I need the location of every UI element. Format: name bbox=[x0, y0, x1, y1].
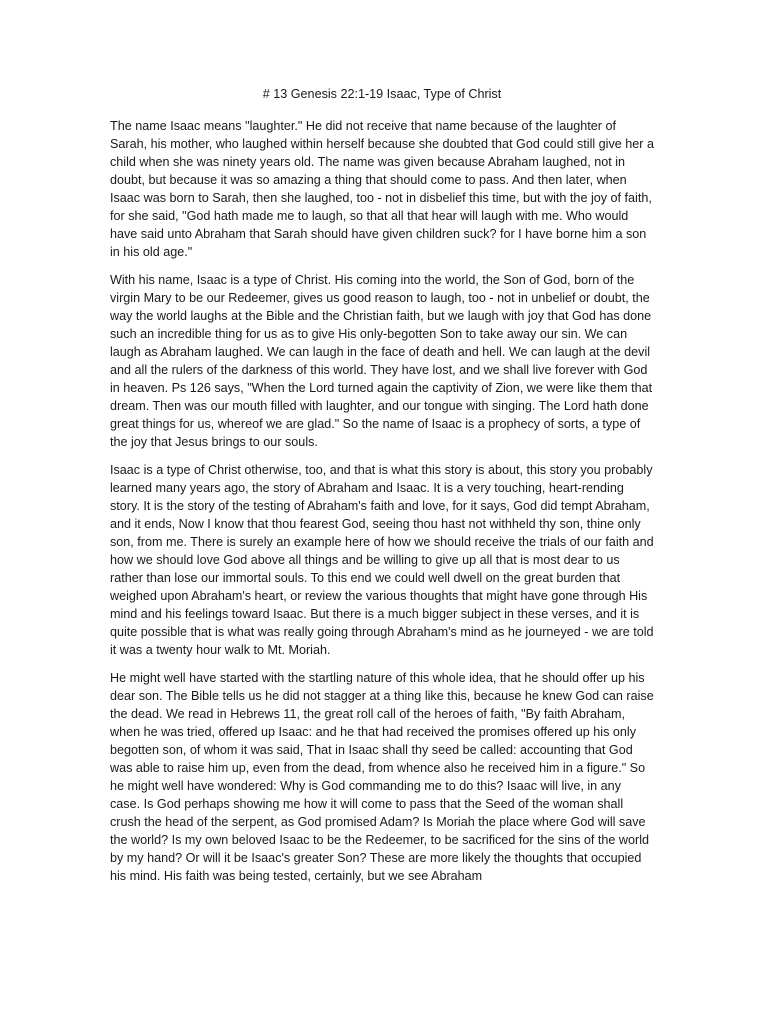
paragraph-4: He might well have started with the startling nature of this whole idea, that he should offer up his dear son. The Bible tells us he did not stagger at a thing like this, because he knew God can raise the dead. We read in Hebrews 11, the great roll call of the heroes of faith, "By faith Abraham, when he was tried, offered up Isaac: and he that had received the promises offered up his only begotten son, of whom it was said, That in Isaac shall thy seed be called: accounting that God was able to raise him up, even from the dead, from whence also he received him in a figure." So he might well have wondered: Why is God commanding me to do this? Isaac will live, in any case. Is God perhaps showing me how it will come to pass that the Seed of the woman shall crush the head of the serpent, as God promised Adam? Is Moriah the place where God will save the world? Is my own beloved Isaac to be the Redeemer, to be sacrificed for the sins of the world by my hand? Or will it be Isaac's greater Son? These are more likely the thoughts that occupied his mind. His faith was being tested, certainly, but we see Abraham bbox=[110, 671, 654, 883]
paragraph-1: The name Isaac means "laughter." He did not receive that name because of the laughter of Sarah, his mother, who laughed within herself because she doubted that God could still give her a child when she was ninety years old. The name was given because Abraham laughed, not in doubt, but because it was so amazing a thing that should come to pass. And then later, when Isaac was born to Sarah, then she laughed, too - not in disbelief this time, but with the joy of faith, for she said, "God hath made me to laugh, so that all that hear will laugh with me. Who would have said unto Abraham that Sarah should have given children suck? for I have borne him a son in his old age." bbox=[110, 119, 654, 259]
paragraph-3: Isaac is a type of Christ otherwise, too, and that is what this story is about, this story you probably learned many years ago, the story of Abraham and Isaac. It is a very touching, heart-rending story. It is the story of the testing of Abraham's faith and love, for it says, God did tempt Abraham, and it ends, Now I know that thou fearest God, seeing thou hast not withheld thy son, thine only son, from me. There is surely an example here of how we should receive the trials of our faith and how we should love God above all things and be willing to give up all that is most dear to us rather than lose our immortal souls. To this end we could well dwell on the great burden that weighed upon Abraham's heart, or review the various thoughts that might have gone through His mind and his feelings toward Isaac. But there is a much bigger subject in these verses, and it is quite possible that is what was really going through Abraham's mind as he journeyed - we are told it was a twenty hour walk to Mt. Moriah. bbox=[110, 463, 654, 657]
document-title: # 13 Genesis 22:1-19 Isaac, Type of Christ bbox=[262, 87, 502, 101]
paragraph-2: With his name, Isaac is a type of Christ. His coming into the world, the Son of God, born of the virgin Mary to be our Redeemer, gives us good reason to laugh, too - not in unbelief or doubt, the way the world laughs at the Bible and the Christian faith, but we laugh with joy that God has done such an incredible thing for us as to give His only-begotten Son to take away our sin. We can laugh as Abraham laughed. We can laugh in the face of death and hell. We can laugh at the devil and all the rulers of the darkness of this world. They have lost, and we shall live forever with God in heaven. Ps 126 says, "When the Lord turned again the captivity of Zion, we were like them that dream. Then was our mouth filled with laughter, and our tongue with singing. The Lord hath done great things for us, whereof we are glad." So the name of Isaac is a prophecy of sorts, a type of the joy that Jesus brings to our souls. bbox=[110, 273, 653, 449]
document-page bbox=[110, 86, 654, 895]
